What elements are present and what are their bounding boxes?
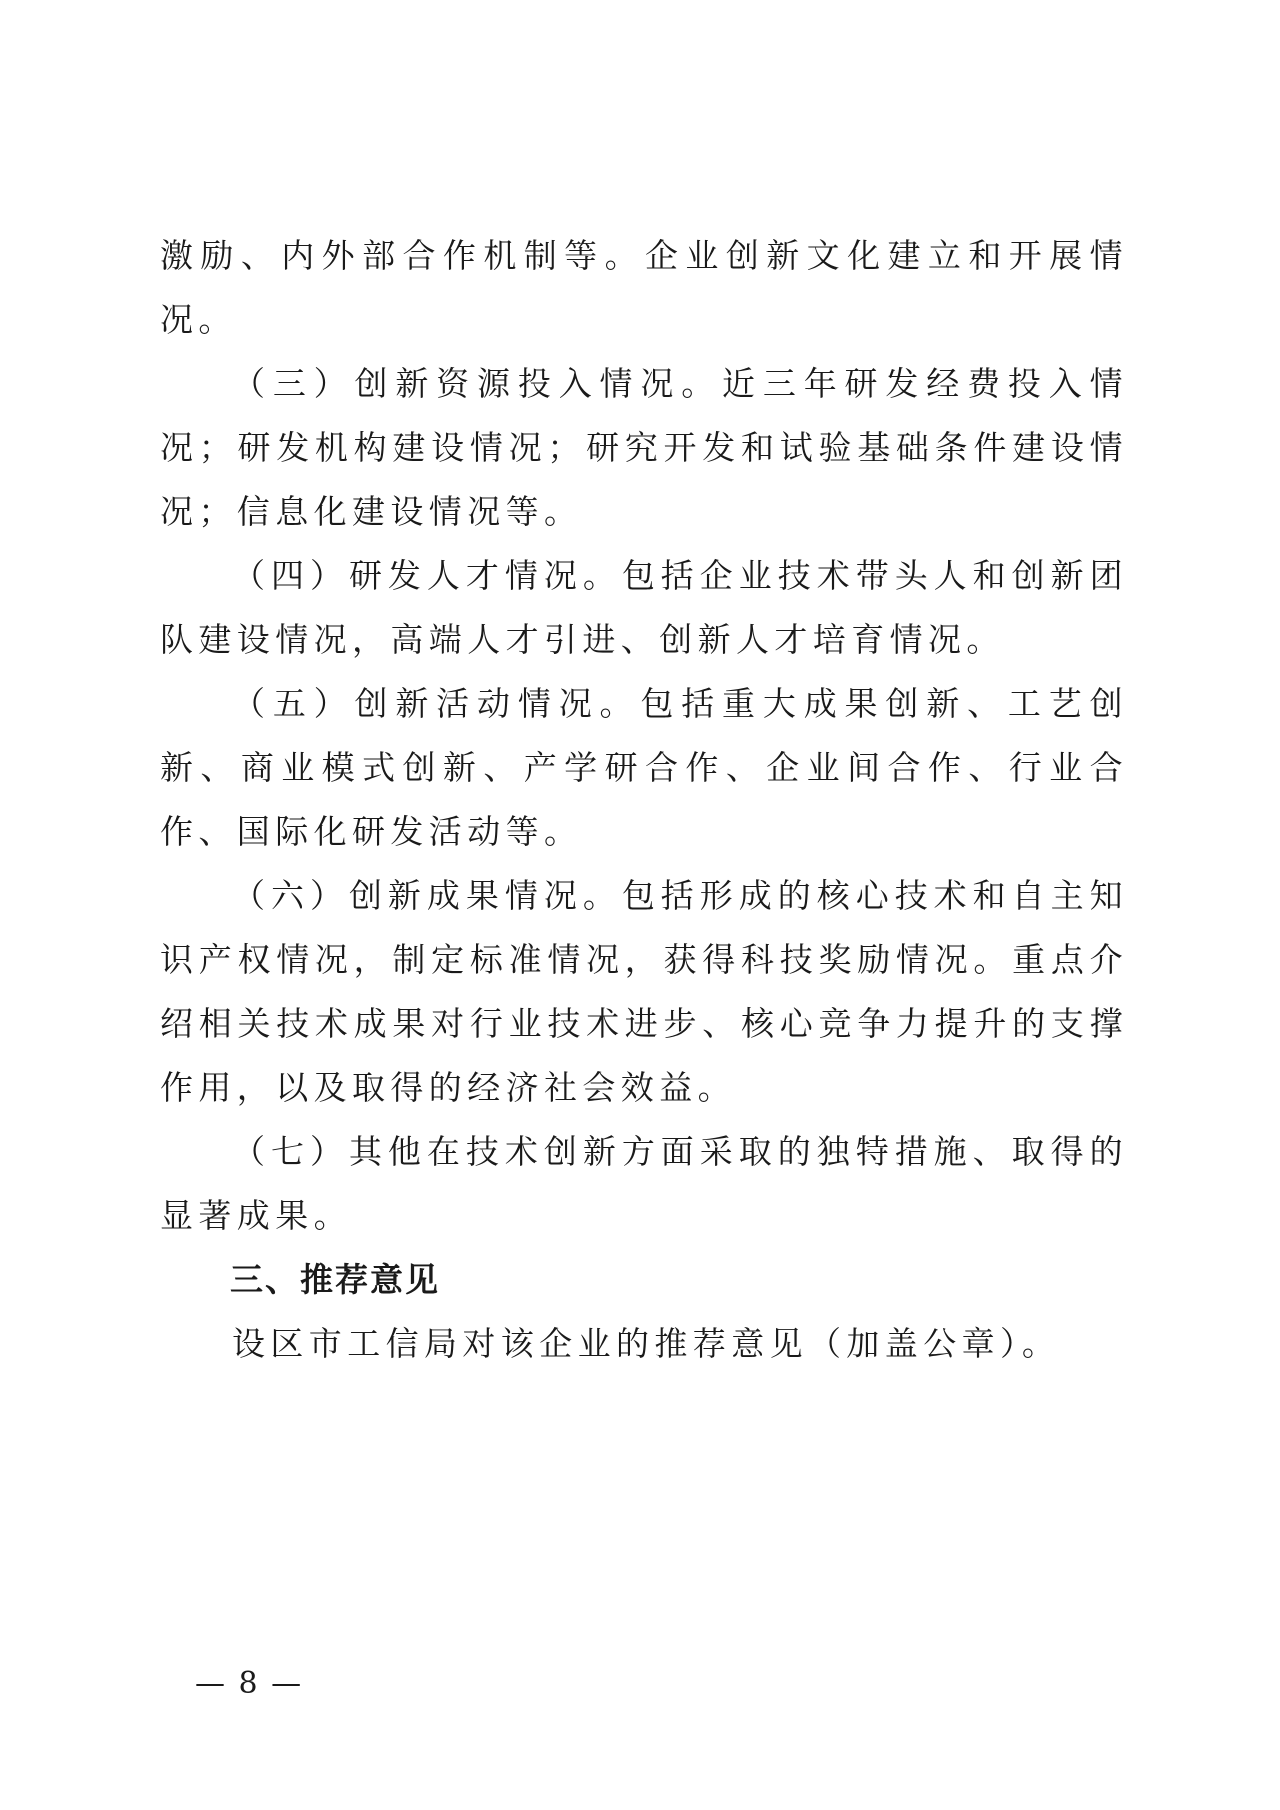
section-heading: 三、推荐意见 xyxy=(230,1260,440,1299)
paragraph-innovation-activities: （五）创新活动情况。包括重大成果创新、工艺创新、商业模式创新、产学研合作、企业间合作、行业合作、国际化研发活动等。 xyxy=(160,684,1128,851)
paragraph-other-measures: （七）其他在技术创新方面采取的独特措施、取得的显著成果。 xyxy=(160,1132,1128,1235)
document-body xyxy=(160,224,1128,1376)
page-number: — 8 — xyxy=(195,1666,304,1701)
paragraph-continuation: 激励、内外部合作机制等。企业创新文化建立和开展情况。 xyxy=(160,236,1128,339)
paragraph-rd-talent: （四）研发人才情况。包括企业技术带头人和创新团队建设情况，高端人才引进、创新人才培育情况。 xyxy=(160,556,1128,659)
paragraph-innovation-results: （六）创新成果情况。包括形成的核心技术和自主知识产权情况，制定标准情况，获得科技奖励情况。重点介绍相关技术成果对行业技术进步、核心竞争力提升的支撑作用，以及取得的经济社会效益。 xyxy=(160,876,1128,1107)
paragraph-recommendation: 设区市工信局对该企业的推荐意见（加盖公章）。 xyxy=(232,1324,1061,1363)
paragraph-innovation-resources: （三）创新资源投入情况。近三年研发经费投入情况；研发机构建设情况；研究开发和试验基础条件建设情况；信息化建设情况等。 xyxy=(160,364,1128,531)
